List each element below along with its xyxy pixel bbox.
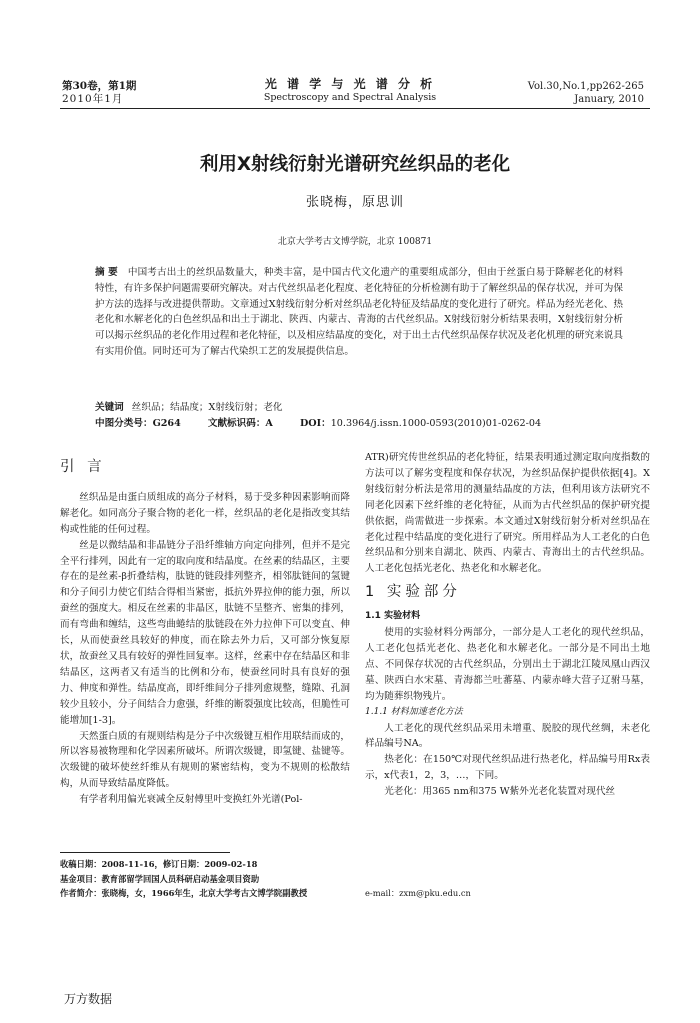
materials-paragraph: 使用的实验材料分两部分，一部分是人工老化的现代丝织品，人工老化包括光老化、热老化和水解老化。一部分是不同出土地点、不同保存状况的古代丝织品，分别出土于湖北江陵凤凰山西汉墓、陕西白水宋墓、青海都兰吐蕃墓、内蒙赤峰大营子辽驸马墓，均为随葬织物残片。 xyxy=(365,627,650,702)
author-email: e-mail：zxm@pku.edu.cn xyxy=(365,888,471,898)
heat-aging-paragraph: 热老化：在150℃对现代丝织品进行热老化，样品编号用Rx表示，x代表1，2，3，…，下同。 xyxy=(365,754,650,782)
keywords-text: 丝织品；结晶度；X射线衍射；老化 xyxy=(131,402,283,413)
author-affiliation: 北京大学考古文博学院，北京 100871 xyxy=(277,237,433,247)
footnote-divider xyxy=(60,852,230,853)
abstract-text: 中国考古出土的丝织品数量大，种类丰富，是中国古代文化遗产的重要组成部分，但由于丝蛋白易于降解老化的材料特性，有许多保护问题需要研究解决。对古代丝织品老化程度、老化特征的分析检测有助于了解丝织品的保存状况，并可为保护方法的选择与改进提供帮助。文章通过X射线衍射分析对丝织品老化特征及结晶度的变化进行了研究。样品为经光老化、热老化和水解老化的白色丝织品和出土于湖北、陕西、内蒙古、青海的古代丝织品。X射线衍射分析结果表明，X射线衍射分析可以揭示丝织品的老化作用过程和老化特征，以及相应结晶度的变化，对于出土古代丝织品保存状况及老化机理的研究来说具有实用价值。同时还可为了解古代染织工艺的发展提供信息。 xyxy=(95,267,624,357)
volume-cn: 第30卷，第1期 xyxy=(62,80,137,92)
aging-paragraph: 人工老化的现代丝织品采用未增重、脱胶的现代丝绸，未老化样品编号NA。 xyxy=(365,722,650,750)
paper-title: 利用X射线衍射光谱研究丝织品的老化 xyxy=(199,154,511,175)
left-column xyxy=(60,450,350,808)
date-cn: 2010年1月 xyxy=(62,93,124,105)
document-code: 文献标识码：A xyxy=(207,418,273,429)
abstract-label: 摘 要 xyxy=(95,267,118,278)
light-aging-paragraph: 光老化：用365 nm和375 W紫外光老化装置对现代丝 xyxy=(384,786,616,798)
doi: DOI：10.3964/j.issn.1000-0593(2010)01-0262-04 xyxy=(299,418,542,429)
abstract xyxy=(95,265,623,360)
footnote xyxy=(60,857,660,901)
intro-continued-paragraph: ATR)研究传世丝织品的老化特征，结果表明通过测定取向度指数的方法可以了解劣变程度和保存状况，为丝织品保护提供依据[4]。X射线衍射分析法是常用的测量结晶度的方法，但利用该方法研究不同老化因素下丝纤维的老化特征，从而为古代丝织品的保护研究提供依据，尚需做进一步探索。本文通过X射线衍射分析对丝织品在老化过程中结晶度的变化进行了研究。所用样品为人工老化的白色丝织品和分别来自湖北、陕西、内蒙古、青海出土的古代丝织品。人工老化包括光老化、热老化和水解老化。 xyxy=(365,452,650,575)
intro-paragraph: 丝织品是由蛋白质组成的高分子材料，易于受多种因素影响而降解老化。如同高分子聚合物的老化一样，丝织品的老化是指改变其结构或性能的任何过程。 xyxy=(60,491,350,535)
journal-name-en: Spectroscopy and Spectral Analysis xyxy=(263,92,437,103)
footnote-author: 作者简介：张晓梅，女，1966年生，北京大学考古文博学院副教授 e-mail：zxm@pku.edu.cn xyxy=(60,886,660,901)
keywords-block xyxy=(95,400,623,432)
intro-paragraph: 丝是以微结晶和非晶链分子沿纤维轴方向定向排列，但并不是完全平行排列，因此有一定的取向度和结晶度。在丝素的结晶区，主要存在的是丝素-β折叠结构，肽链的链段排列整齐，相邻肽链间的氢键和分子间引力使它们结合得相当紧密，抵抗外界拉伸的能力强，所以蚕丝的强度大。相反在丝素的非晶区，肽链不呈整齐、密集的排列，而有弯曲和缠结，这些弯曲蜷结的肽链段在外力拉伸下可以变直、伸长，从而使蚕丝具较好的伸度，而在除去外力后，又可部分恢复原状，故蚕丝又具有较好的弹性回复率。这样，丝素中存在结晶区和非结晶区，这两者又有适当的比例和分布，使蚕丝同时具有良好的强力、伸度和弹性。结晶度高，即纤维间分子排列愈规整，缝隙、孔洞较少且较小，分子间结合力愈强，纤维的断裂强度比较高，但脆性可能增加[1-3]。 xyxy=(60,539,350,726)
classification-row xyxy=(95,416,623,432)
running-header-journal xyxy=(220,78,480,104)
subsubsection-heading-aging-method: 1.1.1 材料加速老化方法 xyxy=(365,706,463,717)
header-divider xyxy=(60,108,650,109)
date-en: January, 2010 xyxy=(574,94,644,105)
section-heading-introduction: 引 言 xyxy=(60,459,106,475)
intro-paragraph: 有学者利用偏光衰减全反射傅里叶变换红外光谱(Pol- xyxy=(79,794,303,806)
watermark: 万方数据 xyxy=(64,992,113,1006)
footnote-received: 收稿日期：2008-11-16，修订日期：2009-02-18 xyxy=(60,859,258,869)
volume-en: Vol.30,No.1,pp262-265 xyxy=(527,81,644,92)
running-header-issue xyxy=(528,80,644,106)
keywords-label: 关键词 xyxy=(95,402,124,413)
classification-number: 中图分类号：G264 xyxy=(95,418,181,429)
right-column xyxy=(365,450,650,800)
footnote-fund: 基金项目：教育部留学回国人员科研启动基金项目资助 xyxy=(60,873,260,884)
keywords-row xyxy=(95,400,623,416)
section-heading-experiment: 1 实验部分 xyxy=(365,584,461,601)
running-header-volume xyxy=(62,80,136,106)
paper-authors: 张晓梅，原思训 xyxy=(305,195,404,210)
journal-name-cn: 光 谱 学 与 光 谱 分 析 xyxy=(264,77,436,91)
intro-paragraph: 天然蛋白质的有规则结构是分子中次级键互相作用联结而成的，所以容易被物理和化学因素所破坏。所谓次级键，即氢键、盐键等。次级键的破坏使丝纤维从有规则的紧密结构，变为不规则的松散结构，从而导致结晶度降低。 xyxy=(60,730,350,790)
subsection-heading-materials: 1.1 实验材料 xyxy=(365,611,421,622)
